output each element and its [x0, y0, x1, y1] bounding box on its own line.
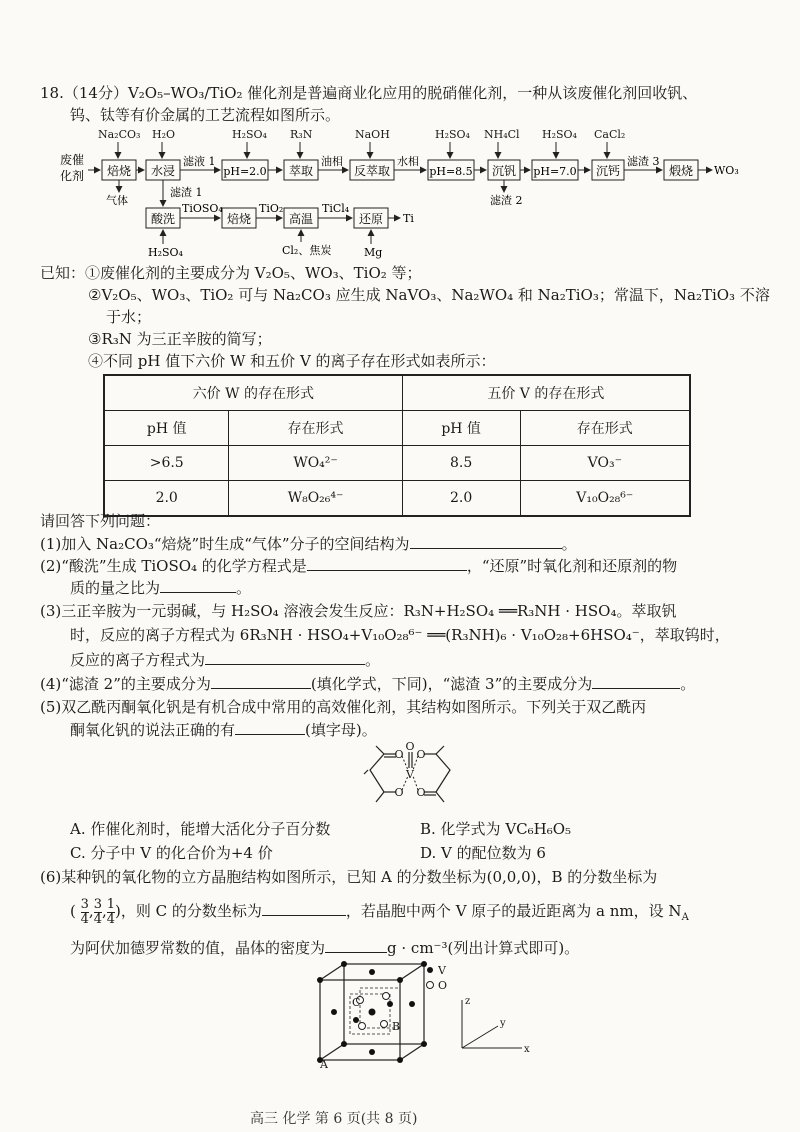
q2-answer-blank-2[interactable] [160, 576, 236, 593]
label-filtrate1: 滤液 1 [183, 155, 216, 168]
box-calcine: 煅烧 [668, 164, 694, 178]
q2-line2 [70, 576, 251, 599]
reagent-h2o: H₂O [152, 128, 176, 141]
label-residue2: 滤渣 2 [490, 194, 523, 207]
axis-x: x [524, 1044, 530, 1055]
box-roast2: 焙烧 [226, 212, 252, 226]
table-col-form-w: 存在形式 [229, 411, 402, 446]
reagent-h2so4-2: H₂SO₄ [435, 128, 470, 141]
atom-o-3: O [416, 748, 426, 761]
product-ti: Ti [403, 212, 414, 225]
atom-o-2: O [405, 740, 415, 753]
table-col-form-v: 存在形式 [520, 411, 690, 446]
reagent-h2so4-1: H₂SO₄ [232, 128, 267, 141]
box-reduce: 还原 [358, 212, 384, 226]
table-cell: VO₃⁻ [520, 446, 690, 481]
reagent-naoh: NaOH [355, 128, 390, 141]
q6-line1: (6)某种钒的氧化物的立方晶胞结构如图所示，已知 A 的分数坐标为(0,0,0)，B 的分数坐标为 [40, 868, 658, 886]
q6-answer-blank-1[interactable] [262, 899, 346, 916]
known-item3: ③R₃N 为三正辛胺的简写； [88, 330, 272, 348]
q4-text-b: (填化学式，下同)，“滤渣 3”的主要成分为 [310, 675, 593, 693]
legend-o: O [438, 979, 448, 992]
page-footer: 高三 化学 第 6 页(共 8 页) [250, 1111, 418, 1127]
atom-o-4: O [394, 786, 404, 799]
q6-frac-1-den: 4 [80, 911, 89, 927]
q4-end: 。 [680, 675, 696, 693]
label-residue1: 滤渣 1 [170, 186, 203, 199]
table-cell: W₈O₂₆⁴⁻ [229, 481, 402, 517]
table-col-ph-v: pH 值 [402, 411, 520, 446]
atom-o-5: O [416, 786, 426, 799]
q1-end: 。 [561, 535, 577, 553]
q2-text-b: ，“还原”时氧化剂和还原剂的物 [466, 557, 678, 575]
label-gas: 气体 [106, 194, 128, 207]
box-ph85: pH=8.5 [429, 165, 473, 178]
reagent-h2so4-3: H₂SO₄ [542, 128, 577, 141]
question-intro-line2: 钨、钛等有价金属的工艺流程如图所示。 [70, 106, 341, 124]
reagent-na2co3: Na₂CO₃ [98, 128, 141, 141]
box-ph70: pH=7.0 [533, 165, 577, 178]
q4-line [40, 672, 695, 695]
label-tioso4: TiOSO₄ [182, 202, 223, 215]
known-item2-line1: ②V₂O₅、WO₃、TiO₂ 可与 Na₂CO₃ 应生成 NaVO₃、Na₂WO₄ 和 Na₂TiO₃；常温下，Na₂TiO₃ 不溶 [88, 286, 770, 304]
q5-line2 [70, 718, 377, 741]
table-cell: 2.0 [104, 481, 229, 517]
q1-answer-blank[interactable] [410, 532, 562, 549]
question-intro-line1 [40, 82, 697, 104]
table-cell: 2.0 [402, 481, 520, 517]
q1-line [40, 532, 577, 555]
box-extract: 萃取 [288, 164, 314, 178]
label-c: C [352, 996, 361, 1009]
box-roast: 焙烧 [106, 164, 132, 178]
q6-text-d: g · cm⁻³(列出计算式即可)。 [387, 939, 580, 957]
q4-answer-blank-2[interactable] [592, 672, 680, 689]
intro-text: V₂O₅–WO₃/TiO₂ 催化剂是普遍商业化应用的脱硝催化剂，一种从该废催化剂回收钒、 [127, 84, 698, 102]
q6-line3 [70, 936, 579, 959]
q6-text-b: ，若晶胞中两个 V 原子的最近距离为 a nm，设 N [345, 902, 682, 920]
q2-answer-blank-1[interactable] [307, 554, 467, 571]
q6-coord-open: ( [70, 902, 76, 920]
reagent-h2so4-bottom: H₂SO₄ [148, 246, 183, 259]
label-oil-phase: 油相 [321, 155, 343, 168]
crystal-cell-diagram [300, 960, 540, 1070]
option-d[interactable]: D. V 的配位数为 6 [420, 844, 546, 862]
known-item2-line2: 于水； [106, 308, 152, 326]
q6-frac-1-num: 3 [80, 896, 89, 912]
box-back-extract: 反萃取 [353, 164, 391, 178]
q2-end: 。 [236, 579, 252, 597]
atom-o-1: O [394, 748, 404, 761]
table-cell: 8.5 [402, 446, 520, 481]
box-ph20: pH=2.0 [223, 165, 267, 178]
table-group-v: 五价 V 的存在形式 [402, 375, 690, 411]
reagent-r3n: R₃N [290, 128, 313, 141]
q3-line2: 时，反应的离子方程式为 6R₃NH · HSO₄+V₁₀O₂₈⁶⁻ ══(R₃NH)₆ · V₁₀O₂₈+6HSO₄⁻，萃取钨时， [70, 626, 730, 644]
label-b: B [392, 1020, 401, 1033]
table-cell: WO₄²⁻ [229, 446, 402, 481]
legend-v: V [438, 964, 446, 977]
questions-prompt: 请回答下列问题： [40, 512, 161, 530]
q6-line2: ( $\frac{3}{4}$ , $\frac{3}{4}$ , $\frac{1}{4}$ )，则 C 的分数坐标为 ，若晶胞中两个 V 原子的最近距离为 a nm，设 $N_A$ [70, 896, 689, 927]
option-b[interactable]: B. 化学式为 VC₆H₆O₅ [420, 820, 572, 838]
q3-end: 。 [365, 651, 381, 669]
label-water-phase: 水相 [397, 155, 419, 168]
box-high-temp: 高温 [288, 212, 314, 226]
table-cell: V₁₀O₂₈⁶⁻ [520, 481, 690, 517]
q5-line1: (5)双乙酰丙酮氧化钒是有机合成中常用的高效催化剂，其结构如图所示。下列关于双乙酰丙 [40, 698, 647, 716]
q2-text-c: 质的量之比为 [70, 579, 161, 597]
start-label-2: 化剂 [60, 169, 85, 183]
known-heading: 已知： [40, 264, 86, 282]
table-group-w: 六价 W 的存在形式 [104, 375, 402, 411]
q6-frac-3 [107, 898, 115, 927]
table-col-ph-w: pH 值 [104, 411, 229, 446]
axis-z: z [465, 996, 471, 1007]
reagent-cacl2: CaCl₂ [594, 128, 626, 141]
q6-na-sub: A [681, 912, 689, 923]
table-cell: >6.5 [104, 446, 229, 481]
q6-text-a: ，则 C 的分数坐标为 [120, 902, 262, 920]
product-wo3: WO₃ [714, 164, 739, 177]
question-number: 18.（14分） [40, 84, 128, 102]
reagent-mg: Mg [364, 246, 383, 259]
q6-frac-3-num: 1 [106, 896, 116, 912]
q3-text: 反应的离子方程式为 [70, 651, 206, 669]
q3-line1: (3)三正辛胺为一元弱碱，与 H₂SO₄ 溶液会发生反应：R₃N+H₂SO₄ ══R₃NH · HSO₄。萃取钒 [40, 602, 677, 620]
label-ticl4: TiCl₄ [322, 202, 350, 215]
q2-line1 [40, 554, 677, 577]
q6-frac-1 [81, 898, 89, 927]
known-item1: ①废催化剂的主要成分为 V₂O₅、WO₃、TiO₂ 等； [85, 264, 422, 282]
q5-text: 酮氧化钒的说法正确的有 [70, 721, 236, 739]
q2-text-a: (2)“酸洗”生成 TiOSO₄ 的化学方程式是 [40, 557, 307, 575]
label-tio2: TiO₂ [259, 202, 284, 215]
process-flowchart [0, 120, 800, 260]
q1-text: (1)加入 Na₂CO₃“焙烧”时生成“气体”分子的空间结构为 [40, 535, 410, 553]
vanadyl-acac-structure [340, 740, 480, 810]
q5-answer-blank[interactable] [235, 718, 305, 735]
reagent-cl2-coke: Cl₂、焦炭 [282, 244, 332, 257]
start-label-1: 废催 [60, 153, 85, 167]
ion-form-table [103, 374, 691, 517]
known-item4: ④不同 pH 值下六价 W 和五价 V 的离子存在形式如表所示： [88, 352, 496, 370]
box-acid-wash: 酸洗 [150, 212, 176, 226]
label-residue3: 滤渣 3 [627, 155, 660, 168]
reagent-nh4cl: NH₄Cl [484, 128, 520, 141]
box-precip-v: 沉钒 [491, 164, 517, 178]
table-row [104, 481, 690, 517]
known-heading-line [40, 262, 422, 284]
q5-end: (填字母)。 [305, 721, 377, 739]
q4-answer-blank-1[interactable] [211, 672, 311, 689]
option-a[interactable]: A. 作催化剂时，能增大活化分子百分数 [70, 820, 331, 838]
q4-text-a: (4)“滤渣 2”的主要成分为 [40, 675, 211, 693]
q6-frac-2 [94, 898, 102, 927]
q6-coord-close: ) [115, 902, 121, 920]
option-c[interactable]: C. 分子中 V 的化合价为+4 价 [70, 844, 273, 862]
q3-answer-blank[interactable] [205, 648, 365, 665]
q6-frac-2-num: 3 [93, 896, 102, 912]
q6-text-c: 为阿伏加德罗常数的值，晶体的密度为 [70, 939, 326, 957]
q6-frac-3-den: 4 [106, 911, 116, 927]
table-row [104, 446, 690, 481]
box-precip-ca: 沉钙 [595, 164, 621, 178]
atom-v: V [406, 768, 414, 781]
label-a: A [320, 1058, 328, 1070]
axis-y: y [500, 1018, 506, 1029]
q6-frac-2-den: 4 [93, 911, 102, 927]
box-leach: 水浸 [150, 164, 176, 178]
q3-line3 [70, 648, 380, 671]
q6-answer-blank-2[interactable] [325, 936, 387, 953]
